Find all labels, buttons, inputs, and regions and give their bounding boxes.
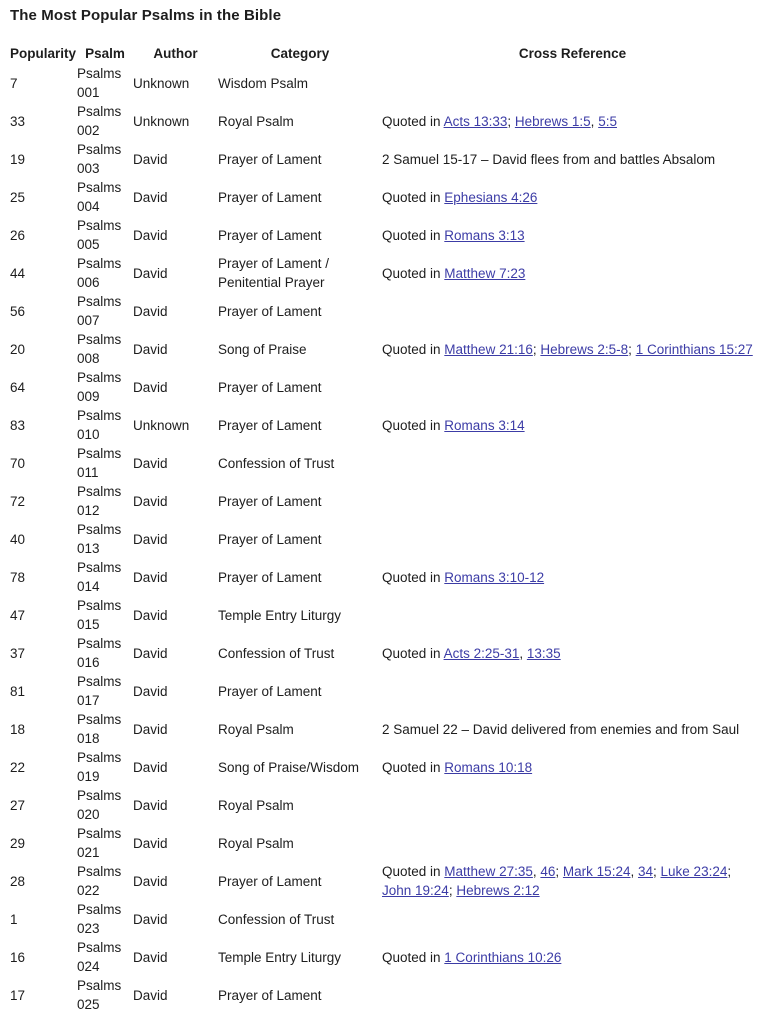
cell-psalm: Psalms 023 (77, 902, 122, 936)
table-row (10, 406, 763, 444)
cross-reference-text: Quoted in (382, 265, 445, 281)
table-body (10, 64, 763, 1014)
cross-reference-link[interactable]: Matthew 21:16 (444, 341, 533, 357)
cell-category: Confession of Trust (218, 645, 335, 661)
cell-category: Prayer of Lament (218, 151, 322, 167)
cross-reference-link[interactable]: Romans 10:18 (444, 759, 533, 775)
table-row (10, 254, 763, 292)
cross-reference-text: , (590, 113, 599, 129)
cell-author: David (133, 759, 168, 775)
cell-popularity: 78 (10, 569, 26, 585)
cross-reference-link[interactable]: Hebrews 2:5-8 (540, 341, 629, 357)
table-row (10, 368, 763, 406)
cross-reference-link[interactable]: 13:35 (526, 645, 561, 661)
cell-popularity: 28 (10, 873, 26, 889)
cell-popularity: 27 (10, 797, 26, 813)
table-row (10, 330, 763, 368)
cell-cross-reference (382, 948, 763, 967)
cell-popularity: 47 (10, 607, 26, 623)
cell-author: David (133, 835, 168, 851)
cell-popularity: 72 (10, 493, 26, 509)
cell-author: David (133, 721, 168, 737)
table-header-row (10, 44, 763, 64)
cross-reference-link[interactable]: Luke 23:24 (660, 864, 728, 879)
cross-reference-text: , (532, 864, 541, 879)
cell-cross-reference (382, 758, 763, 777)
cell-author: David (133, 265, 168, 281)
cell-category: Royal Psalm (218, 835, 294, 851)
cross-reference-text: ; (727, 864, 732, 879)
cross-reference-text: , (630, 864, 638, 879)
cell-author: David (133, 151, 168, 167)
table-row (10, 444, 763, 482)
cross-reference-text: ; (653, 864, 661, 879)
cross-reference-link[interactable]: 5:5 (598, 113, 617, 129)
cell-author: David (133, 797, 168, 813)
psalms-table (10, 44, 763, 1014)
table-row (10, 178, 763, 216)
cross-reference-text: Quoted in (382, 759, 445, 775)
cell-category: Prayer of Lament (218, 227, 322, 243)
cell-category: Prayer of Lament (218, 683, 322, 699)
cell-cross-reference (382, 644, 763, 663)
cell-psalm: Psalms 004 (77, 180, 122, 214)
cell-popularity: 81 (10, 683, 26, 699)
cross-reference-link[interactable]: Hebrews 1:5 (514, 113, 591, 129)
cell-psalm: Psalms 001 (77, 66, 122, 100)
cell-popularity: 70 (10, 455, 26, 471)
cell-category: Prayer of Lament (218, 873, 322, 889)
cross-reference-text: 2 Samuel 22 – David delivered from enemies and from Saul (382, 721, 740, 737)
cell-cross-reference (382, 112, 763, 131)
cell-category: Prayer of Lament / Penitential Prayer (218, 256, 330, 290)
cell-author: David (133, 911, 168, 927)
table-row (10, 64, 763, 102)
cell-author: Unknown (133, 113, 190, 129)
table-row (10, 824, 763, 862)
cell-author: David (133, 493, 168, 509)
cross-reference-link[interactable]: 34 (637, 864, 654, 879)
cell-psalm: Psalms 020 (77, 788, 122, 822)
column-header-author: Author (153, 46, 198, 61)
table-row (10, 938, 763, 976)
cell-category: Wisdom Psalm (218, 75, 309, 91)
cell-author: David (133, 645, 168, 661)
cell-popularity: 16 (10, 949, 26, 965)
cell-category: Royal Psalm (218, 797, 294, 813)
cell-category: Prayer of Lament (218, 569, 322, 585)
table-row (10, 102, 763, 140)
cell-author: David (133, 455, 168, 471)
cell-category: Prayer of Lament (218, 189, 322, 205)
cross-reference-text: Quoted in (382, 645, 444, 661)
cell-popularity: 19 (10, 151, 26, 167)
cross-reference-text: Quoted in (382, 113, 444, 129)
cell-psalm: Psalms 003 (77, 142, 122, 176)
cross-reference-link[interactable]: Acts 13:33 (443, 113, 508, 129)
cell-category: Confession of Trust (218, 455, 335, 471)
cell-cross-reference (382, 264, 763, 283)
cell-psalm: Psalms 005 (77, 218, 122, 252)
cross-reference-text: Quoted in (382, 341, 445, 357)
cell-author: David (133, 303, 168, 319)
cell-popularity: 7 (10, 75, 18, 91)
cell-popularity: 83 (10, 417, 26, 433)
cross-reference-link[interactable]: John 19:24 (382, 883, 449, 898)
cell-cross-reference (382, 568, 763, 587)
cross-reference-text: ; (507, 113, 515, 129)
cross-reference-text: ; (555, 864, 563, 879)
cell-popularity: 44 (10, 265, 26, 281)
cell-psalm: Psalms 006 (77, 256, 122, 290)
cell-cross-reference (382, 226, 763, 245)
cell-author: Unknown (133, 75, 190, 91)
column-header-psalm: Psalm (85, 46, 125, 61)
cell-popularity: 17 (10, 987, 26, 1003)
cross-reference-text: ; (532, 341, 541, 357)
cell-cross-reference (382, 720, 763, 739)
cross-reference-link[interactable]: 1 Corinthians 10:26 (444, 949, 562, 965)
cell-psalm: Psalms 007 (77, 294, 122, 328)
cell-author: David (133, 987, 168, 1003)
cross-reference-text: 2 Samuel 15-17 – David flees from and battles Absalom (382, 151, 716, 167)
cross-reference-text: Quoted in (382, 864, 445, 879)
cross-reference-link[interactable]: Romans 3:10-12 (444, 569, 545, 585)
cell-popularity: 25 (10, 189, 26, 205)
table-row (10, 900, 763, 938)
cross-reference-text: Quoted in (382, 949, 445, 965)
cell-popularity: 29 (10, 835, 26, 851)
table-row (10, 596, 763, 634)
cell-author: David (133, 607, 168, 623)
cell-psalm: Psalms 002 (77, 104, 122, 138)
cell-author: David (133, 531, 168, 547)
cell-popularity: 33 (10, 113, 26, 129)
cross-reference-link[interactable]: Matthew 7:23 (444, 265, 526, 281)
column-header-cross-reference: Cross Reference (518, 46, 627, 61)
cross-reference-text: ; (448, 883, 457, 898)
cross-reference-link[interactable]: 1 Corinthians 15:27 (635, 341, 753, 357)
column-header-category: Category (270, 46, 330, 61)
cell-author: David (133, 189, 168, 205)
cell-category: Song of Praise/Wisdom (218, 759, 360, 775)
cell-psalm: Psalms 018 (77, 712, 122, 746)
column-header-popularity: Popularity (10, 46, 77, 61)
cell-cross-reference (382, 416, 763, 435)
cell-psalm: Psalms 015 (77, 598, 122, 632)
cell-cross-reference (382, 340, 763, 359)
cell-author: David (133, 949, 168, 965)
cell-author: David (133, 873, 168, 889)
cross-reference-link[interactable]: 46 (540, 864, 556, 879)
cell-category: Prayer of Lament (218, 417, 322, 433)
cross-reference-link[interactable]: Romans 3:13 (444, 227, 525, 243)
cell-author: Unknown (133, 417, 190, 433)
table-row (10, 634, 763, 672)
cell-category: Temple Entry Liturgy (218, 607, 342, 623)
cell-psalm: Psalms 014 (77, 560, 122, 594)
cell-psalm: Psalms 024 (77, 940, 122, 974)
cell-psalm: Psalms 016 (77, 636, 122, 670)
cross-reference-text: Quoted in (382, 189, 445, 205)
cell-category: Temple Entry Liturgy (218, 949, 342, 965)
cross-reference-link[interactable]: Acts 2:25-31 (443, 645, 520, 661)
cell-popularity: 20 (10, 341, 26, 357)
cell-psalm: Psalms 009 (77, 370, 122, 404)
cell-cross-reference (382, 188, 763, 207)
cell-popularity: 64 (10, 379, 26, 395)
cell-popularity: 37 (10, 645, 26, 661)
cell-category: Song of Praise (218, 341, 307, 357)
cell-author: David (133, 569, 168, 585)
table-row (10, 482, 763, 520)
cell-category: Prayer of Lament (218, 987, 322, 1003)
cell-category: Prayer of Lament (218, 303, 322, 319)
cell-author: David (133, 227, 168, 243)
cross-reference-link[interactable]: Hebrews 2:12 (456, 883, 540, 898)
cell-popularity: 56 (10, 303, 26, 319)
table-row (10, 292, 763, 330)
cell-category: Prayer of Lament (218, 379, 322, 395)
cell-psalm: Psalms 025 (77, 978, 122, 1012)
table-row (10, 216, 763, 254)
cell-popularity: 18 (10, 721, 26, 737)
cross-reference-link[interactable]: Matthew 27:35 (444, 864, 533, 879)
cell-psalm: Psalms 012 (77, 484, 122, 518)
cell-category: Confession of Trust (218, 911, 335, 927)
cross-reference-text: Quoted in (382, 569, 445, 585)
cell-psalm: Psalms 022 (77, 864, 122, 898)
cell-category: Prayer of Lament (218, 531, 322, 547)
cell-category: Royal Psalm (218, 721, 294, 737)
document-title: The Most Popular Psalms in the Bible (10, 7, 282, 24)
cell-cross-reference (382, 862, 763, 900)
table-row (10, 520, 763, 558)
cross-reference-link[interactable]: Ephesians 4:26 (444, 189, 538, 205)
cross-reference-text: Quoted in (382, 227, 445, 243)
cell-psalm: Psalms 017 (77, 674, 122, 708)
cell-category: Royal Psalm (218, 113, 294, 129)
cell-psalm: Psalms 019 (77, 750, 122, 784)
cell-cross-reference (382, 150, 763, 169)
cell-psalm: Psalms 011 (77, 446, 122, 480)
table-row (10, 558, 763, 596)
table-row (10, 748, 763, 786)
cell-popularity: 22 (10, 759, 26, 775)
cross-reference-text: Quoted in (382, 417, 445, 433)
cell-psalm: Psalms 013 (77, 522, 122, 556)
cell-popularity: 40 (10, 531, 26, 547)
table-row (10, 710, 763, 748)
table-row (10, 672, 763, 710)
table-row (10, 140, 763, 178)
cell-psalm: Psalms 010 (77, 408, 122, 442)
cell-popularity: 26 (10, 227, 26, 243)
table-row (10, 786, 763, 824)
cell-psalm: Psalms 021 (77, 826, 122, 860)
table-row (10, 862, 763, 900)
cell-popularity: 1 (10, 911, 18, 927)
cell-category: Prayer of Lament (218, 493, 322, 509)
table-row (10, 976, 763, 1014)
cross-reference-text: , (519, 645, 527, 661)
cell-author: David (133, 341, 168, 357)
cell-author: David (133, 379, 168, 395)
cell-psalm: Psalms 008 (77, 332, 122, 366)
cross-reference-link[interactable]: Mark 15:24 (562, 864, 631, 879)
cross-reference-link[interactable]: Romans 3:14 (444, 417, 525, 433)
cross-reference-text: ; (628, 341, 636, 357)
cell-author: David (133, 683, 168, 699)
